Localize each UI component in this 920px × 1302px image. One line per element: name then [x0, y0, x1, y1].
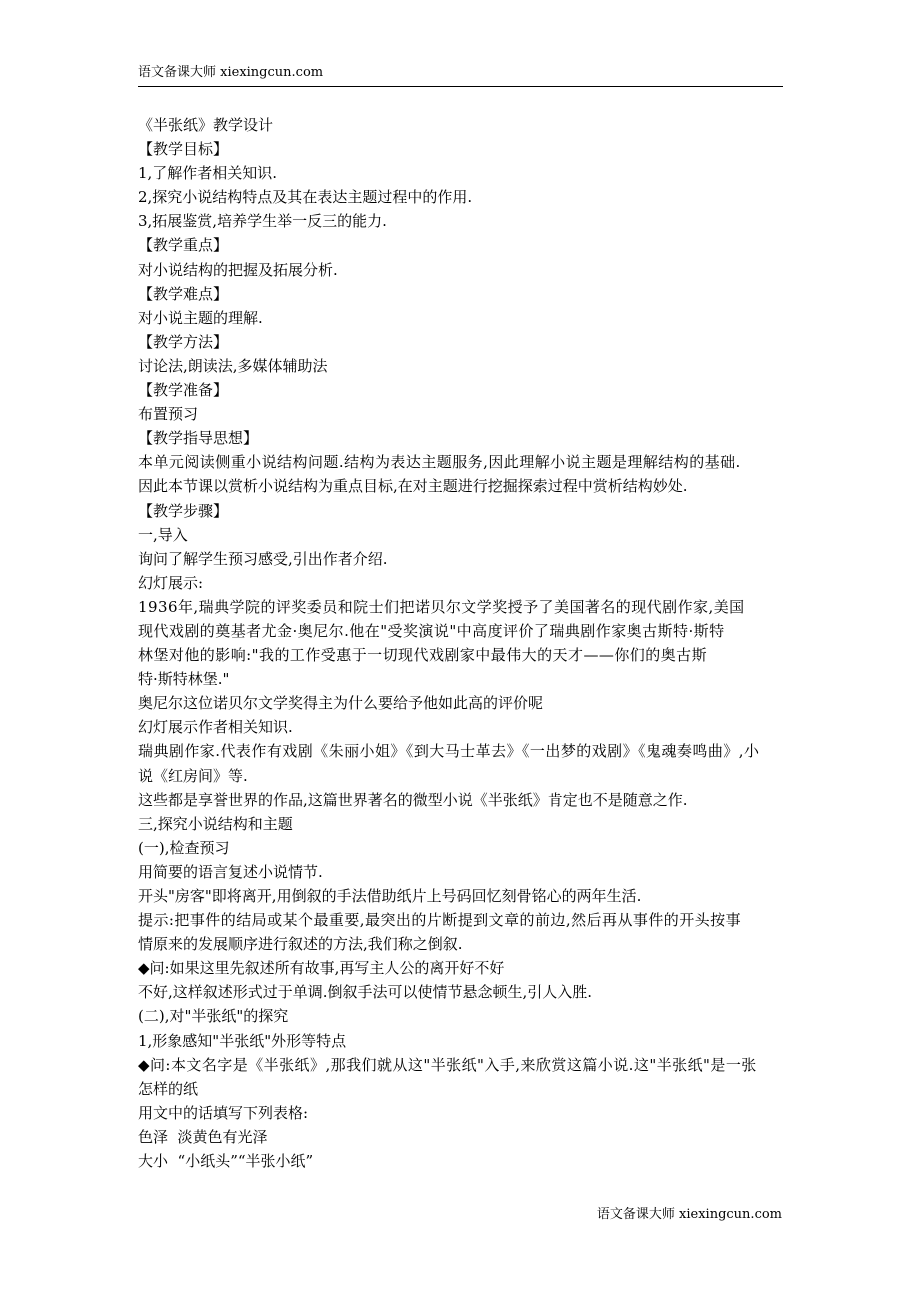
table-row: 色泽 淡黄色有光泽: [138, 1127, 268, 1146]
text-line: 因此本节课以赏析小说结构为重点目标,在对主题进行挖掘探索过程中赏析结构妙处.: [138, 477, 688, 496]
text-line: 这些都是享誉世界的作品,这篇世界著名的微型小说《半张纸》肯定也不是随意之作.: [138, 790, 688, 809]
text-line: 2,探究小说结构特点及其在表达主题过程中的作用.: [138, 188, 473, 207]
text-line: 一,导入: [138, 525, 188, 544]
text-line: 1,形象感知"半张纸"外形等特点: [138, 1031, 347, 1050]
text-line: 怎样的纸: [138, 1079, 199, 1098]
text-line: 情原来的发展顺序进行叙述的方法,我们称之倒叙.: [138, 935, 463, 954]
text-line: 布置预习: [138, 405, 199, 424]
text-line: 用简要的语言复述小说情节.: [138, 862, 323, 881]
section-heading: 【教学方法】: [138, 332, 229, 351]
text-line: 用文中的话填写下列表格:: [138, 1103, 309, 1122]
page-header: [138, 64, 783, 87]
section-heading: 【教学步骤】: [138, 501, 229, 520]
text-line: 本单元阅读侧重小说结构问题.结构为表达主题服务,因此理解小说主题是理解结构的基础.: [138, 453, 741, 472]
text-line: 现代戏剧的奠基者尤金·奥尼尔.他在"受奖演说"中高度评价了瑞典剧作家奥古斯特·斯特: [138, 621, 725, 640]
text-line: 林堡对他的影响:"我的工作受惠于一切现代戏剧家中最伟大的天才——你们的奥古斯: [138, 646, 708, 665]
text-line: (一),检查预习: [138, 838, 230, 857]
header-brand: 语文备课大师 xiexingcun.com: [138, 65, 324, 80]
text-line: 奥尼尔这位诺贝尔文学奖得主为什么要给予他如此高的评价呢: [138, 694, 544, 713]
section-heading: 【教学指导思想】: [138, 429, 259, 448]
text-line: 幻灯展示作者相关知识.: [138, 718, 293, 737]
text-line: 瑞典剧作家.代表作有戏剧《朱丽小姐》《到大马士革去》《一出梦的戏剧》《鬼魂奏鸣曲》,小: [138, 742, 760, 761]
text-line: 特·斯特林堡.": [138, 670, 230, 689]
text-line: (二),对"半张纸"的探究: [138, 1007, 289, 1026]
section-heading: 【教学准备】: [138, 381, 229, 400]
doc-title: 《半张纸》教学设计: [138, 116, 274, 134]
section-heading: 【教学难点】: [138, 284, 229, 303]
page-footer: [597, 1206, 782, 1224]
text-line: ◆问:如果这里先叙述所有故事,再写主人公的离开好不好: [138, 959, 505, 978]
text-line: 1936年,瑞典学院的评奖委员和院士们把诺贝尔文学奖授予了美国著名的现代剧作家,美国: [138, 597, 745, 616]
text-line: 提示:把事件的结局或某个最重要,最突出的片断提到文章的前边,然后再从事件的开头按事: [138, 911, 742, 930]
text-line: ◆问:本文名字是《半张纸》,那我们就从这"半张纸"入手,来欣赏这篇小说.这"半张纸"是一张: [138, 1055, 757, 1074]
section-heading: 【教学重点】: [138, 236, 229, 255]
footer-brand: 语文备课大师 xiexingcun.com: [596, 1207, 782, 1222]
section-heading: 【教学目标】: [138, 140, 229, 159]
text-line: 三,探究小说结构和主题: [138, 814, 293, 833]
text-line: 1,了解作者相关知识.: [138, 164, 278, 183]
text-line: 3,拓展鉴赏,培养学生举一反三的能力.: [138, 212, 387, 231]
table-row: 大小 “小纸头”“半张小纸”: [138, 1152, 314, 1171]
text-line: 说《红房间》等.: [138, 766, 248, 785]
text-line: 幻灯展示:: [138, 573, 204, 592]
document-body: [138, 113, 790, 1173]
text-line: 对小说主题的理解.: [138, 308, 263, 327]
text-line: 不好,这样叙述形式过于单调.倒叙手法可以使情节悬念顿生,引人入胜.: [138, 983, 593, 1002]
text-line: 询问了解学生预习感受,引出作者介绍.: [138, 549, 388, 568]
text-line: 对小说结构的把握及拓展分析.: [138, 260, 338, 279]
text-line: 开头"房客"即将离开,用倒叙的手法借助纸片上号码回忆刻骨铭心的两年生活.: [138, 887, 642, 905]
text-line: 讨论法,朗读法,多媒体辅助法: [138, 356, 328, 375]
